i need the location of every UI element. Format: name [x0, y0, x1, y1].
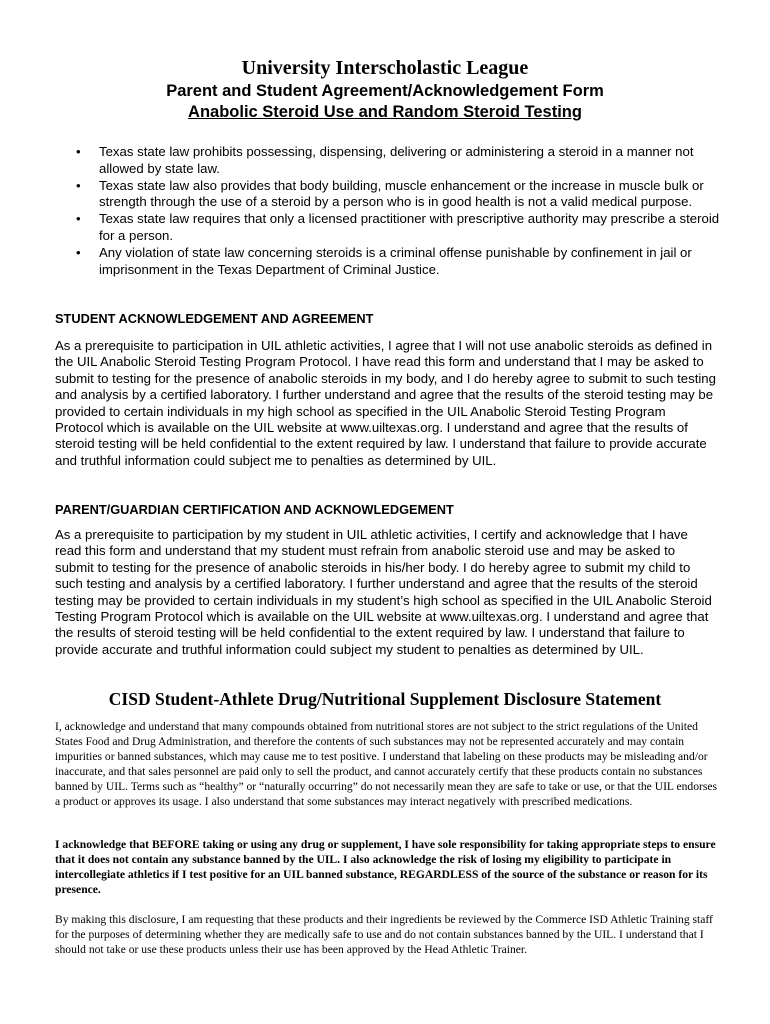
bullet-text: Any violation of state law concerning steroids is a criminal offense punishable by confinement in jail or imprisonment in the Texas Department of Criminal Justice.	[99, 244, 692, 277]
bullet-text: Texas state law requires that only a licensed practitioner with prescriptive authority may prescribe a steroid for a person.	[99, 211, 720, 243]
cisd-disclosure-title: CISD Student-Athlete Drug/Nutritional Supplement Disclosure Statement	[108, 689, 662, 709]
law-bullet	[74, 245, 726, 279]
parent-certification-text: As a prerequisite to participation by my student in UIL athletic activities, I certify and acknowledge that I have read this form and understand that my student must refrain from anabolic steroid use and may be asked to submit to testing for the presence of anabolic steroids in his/her body. I do hereby agree to submit my child to such testing and analysis by a certified laboratory. I further understand and agree that the results of the steroid testing may be provided to certain individuals in my student’s high school as specified in the UIL Anabolic Steroid Testing Program Protocol which is available on the UIL website at www.uiltexas.org. I understand and agree that the results of steroid testing will be held confidential to the extent required by law. I understand that failure to provide accurate and truthful information could subject my student to penalties as determined by UIL.	[55, 527, 712, 657]
bullet-text: Texas state law also provides that body building, muscle enhancement or the increase in muscle bulk or strength through the use of a steroid by a person who is in good health is not a valid medical purpose.	[99, 177, 704, 210]
bullet-icon: •	[76, 244, 81, 260]
law-bullet	[74, 178, 726, 212]
parent-section-heading: PARENT/GUARDIAN CERTIFICATION AND ACKNOWLEDGEMENT	[55, 502, 454, 517]
bullet-icon: •	[76, 177, 81, 193]
org-title: University Interscholastic League	[241, 57, 529, 79]
cisd-acknowledgement-paragraph: I acknowledge that BEFORE taking or using any drug or supplement, I have sole responsibility for taking appropriate steps to ensure that it does not contain any substance banned by the UIL. I also acknowledge the risk of losing my eligibility to participate in intercollegiate athletics if I test positive for an UIL banned substance, REGARDLESS of the source of the substance or reason for its presence.	[55, 838, 716, 896]
form-title: Parent and Student Agreement/Acknowledgement Form	[166, 82, 604, 100]
cisd-disclosure-paragraph-1: I, acknowledge and understand that many compounds obtained from nutritional stores are not subject to the strict regulations of the United States Food and Drug Administration, and therefore the contents of such substances may not be represented accurately and may contain impurities or banned substances, which may cause me to test positive. I understand that labeling on these products may be misleading and/or inaccurate, and that sales personnel are paid only to sell the product, and cannot accurately certify that these products contain no substances banned by UIL. Terms such as “healthy” or “naturally occurring” do not necessarily mean they are safe to take or use, or that the UIL endorses a product or approves its usage. I also understand that some substances may interact negatively with prescribed medications.	[55, 720, 718, 808]
student-agreement-text: As a prerequisite to participation in UIL athletic activities, I agree that I will not use anabolic steroids as defined in the UIL Anabolic Steroid Testing Program Protocol. I have read this form and understand that I may be asked to submit to testing for the presence of anabolic steroids in my body, and I do hereby agree to submit to such testing and analysis by a certified laboratory. I further understand and agree that the results of the steroid testing may be provided to certain individuals in my high school as specified in the UIL Anabolic Steroid Testing Program Protocol which is available on the UIL website at www.uiltexas.org. I understand and agree that the results of steroid testing will be held confidential to the extent required by law. I understand that failure to provide accurate and truthful information could subject me to penalties as determined by UIL.	[55, 338, 716, 468]
law-bullet	[74, 211, 726, 245]
form-subject: Anabolic Steroid Use and Random Steroid Testing	[188, 103, 582, 121]
bullet-icon: •	[76, 211, 81, 227]
law-bullet	[74, 144, 726, 178]
bullet-text: Texas state law prohibits possessing, dispensing, delivering or administering a steroid in a manner not allowed by state law.	[99, 144, 694, 176]
student-section-heading: STUDENT ACKNOWLEDGEMENT AND AGREEMENT	[55, 311, 374, 326]
cisd-review-request-paragraph: By making this disclosure, I am requesting that these products and their ingredients be reviewed by the Commerce ISD Athletic Training staff for the purposes of determining whether they are medically safe to use and do not contain substances banned by the UIL. I understand that I should not take or use these products unless their use has been approved by the Head Athletic Trainer.	[55, 913, 713, 956]
law-bullet-list	[74, 144, 726, 278]
bullet-icon: •	[76, 144, 81, 159]
